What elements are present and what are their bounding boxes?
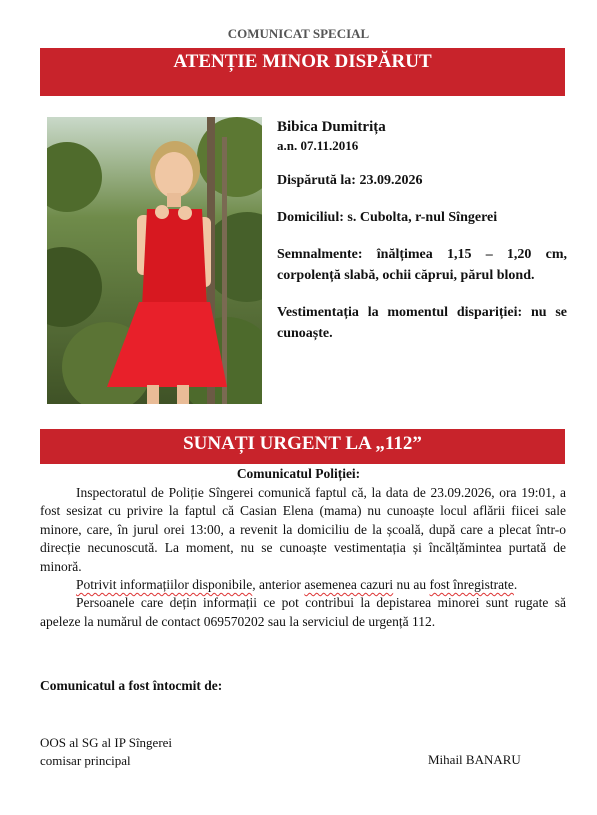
clothing-label: Vestimentația la momentul dispariției: — [277, 305, 523, 320]
missing-minor-banner: ATENȚIE MINOR DISPĂRUT — [40, 48, 565, 96]
clothing-row — [277, 302, 567, 344]
communique-p2-part-d: nu au — [393, 577, 430, 593]
domicile-value: s. Cubolta, r-nul Sîngerei — [347, 210, 498, 225]
urgent-call-banner: SUNAȚI URGENT LA „112” — [40, 429, 565, 464]
police-communique-title: Comunicatul Poliției: — [236, 466, 361, 481]
communique-paragraph-1: Inspectoratul de Poliție Sîngerei comunică faptul că, la data de 23.09.2026, ora 19:01, a fost sesizat cu privire la faptul că Casian Elena (mama) nu cunoaște locul aflării fiicei sale minore, care, în jurul orei 13:00, a revenit la domiciliu de la școală, după care a plecat într-o direcție necunoscută. La moment, nu se cunoaște vestimentația și încălțămintea purtată de minoră. — [40, 485, 566, 574]
child-photo-illustration — [47, 117, 262, 404]
missing-child-photo — [47, 117, 262, 404]
child-name: Bibica Dumitrița — [277, 119, 386, 135]
communique-p2-part-e: fost înregistrate — [429, 577, 514, 593]
clothing-value: nu se cunoaște. — [277, 305, 567, 341]
communique-paragraph-2 — [40, 576, 566, 594]
signatory-unit-name: OOS al SG al IP Sîngerei — [40, 735, 173, 750]
missing-date-value: 23.09.2026 — [359, 173, 423, 188]
compiled-by-label: Comunicatul a fost întocmit de: — [40, 678, 223, 693]
communique-p2-part-a: Potrivit informațiilor disponibile — [76, 577, 253, 593]
communique-p2-part-c: asemenea cazuri — [304, 577, 394, 593]
communique-paragraph-3: Persoanele care dețin informații ce pot contribui la depistarea minorei sunt rugate să apeleze la numărul de contact 069570202 sau la serviciul de urgență 112. — [40, 595, 566, 629]
communique-p2-part-f: . — [513, 577, 518, 593]
signatory-rank: comisar principal — [40, 753, 131, 768]
communique-p2-part-b: , anterior — [252, 577, 305, 593]
domicile-label: Domiciliul: — [277, 210, 344, 225]
police-communique-body — [40, 484, 566, 631]
description-row — [277, 244, 567, 286]
description-value: înălțimea 1,15 – 1,20 cm, corpolență slabă, ochii căprui, părul blond. — [277, 247, 567, 283]
domicile-row — [277, 207, 567, 228]
child-birth-year: a.n. 07.11.2016 — [277, 138, 359, 153]
special-notice-label: COMUNICAT SPECIAL — [227, 26, 370, 41]
missing-date-row — [277, 170, 567, 191]
description-label: Semnalmente: — [277, 247, 363, 262]
child-details — [277, 117, 567, 344]
signatory-unit — [40, 734, 172, 770]
missing-date-label: Dispărută la: — [277, 173, 356, 188]
signatory-officer-name: Mihail BANARU — [428, 752, 521, 767]
